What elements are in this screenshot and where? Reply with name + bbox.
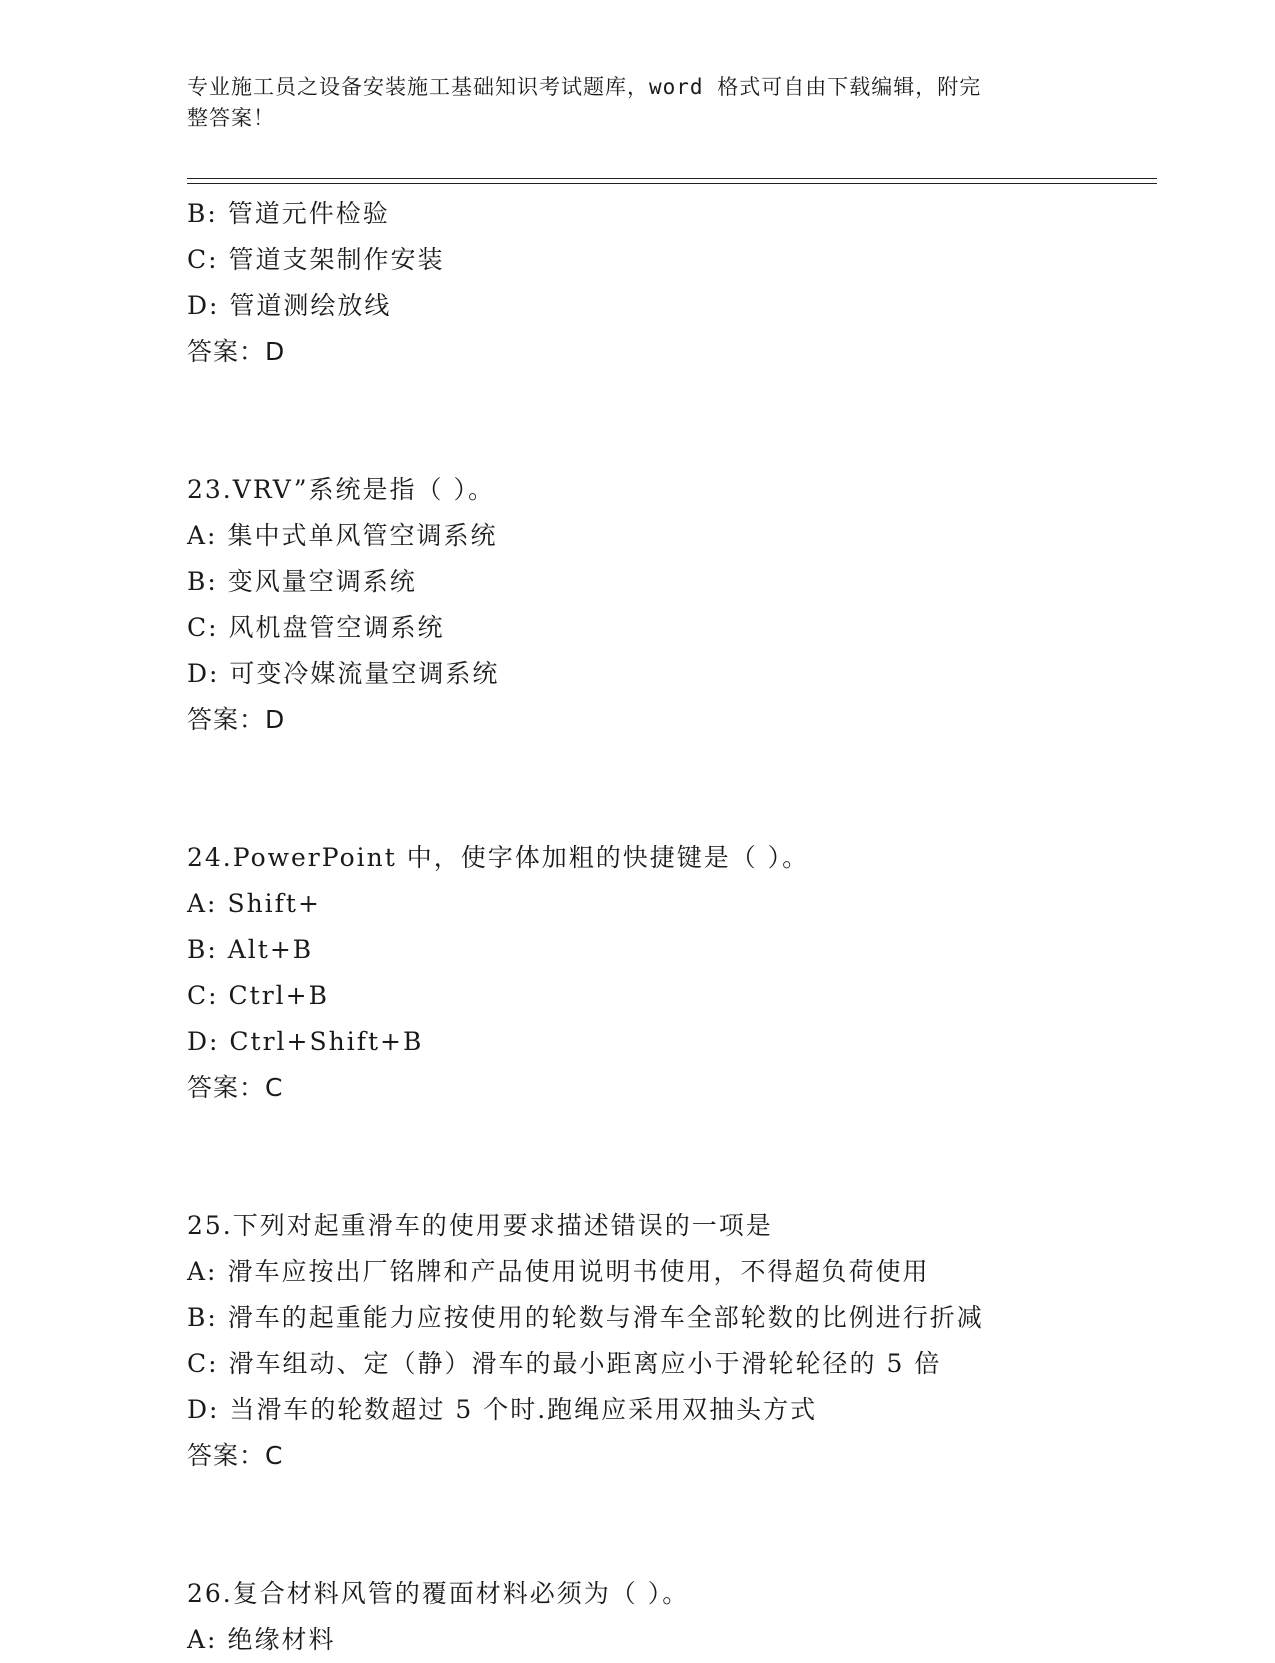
option-a: A: 滑车应按出厂铭牌和产品使用说明书使用，不得超负荷使用 <box>187 1257 930 1286</box>
option-a: A: Shift+ <box>187 889 321 918</box>
option-b: B: 滑车的起重能力应按使用的轮数与滑车全部轮数的比例进行折减 <box>187 1303 984 1332</box>
question-25 <box>187 1203 1157 1479</box>
option-a: A: 集中式单风管空调系统 <box>187 521 498 550</box>
header-line-1: 专业施工员之设备安装施工基础知识考试题库，word 格式可自由下载编辑，附完 <box>187 75 982 99</box>
answer-line: 答案：D <box>187 337 286 366</box>
option-c: C: Ctrl+B <box>187 981 329 1010</box>
question-stem: 25.下列对起重滑车的使用要求描述错误的一项是 <box>187 1211 773 1240</box>
option-d: D: 可变冷媒流量空调系统 <box>187 659 500 688</box>
header-divider-bottom <box>187 183 1157 184</box>
header-divider-top <box>187 178 1157 179</box>
question-23 <box>187 467 1157 743</box>
option-d: D: 当滑车的轮数超过 5 个时.跑绳应采用双抽头方式 <box>187 1395 818 1424</box>
question-24 <box>187 835 1157 1111</box>
option-c: C: 管道支架制作安装 <box>187 245 445 274</box>
page-header <box>187 72 1067 134</box>
answer-line: 答案：D <box>187 705 286 734</box>
question-stem: 23.VRV”系统是指（ ）。 <box>187 475 495 504</box>
question-22-continued <box>187 191 1157 375</box>
option-d: D: 管道测绘放线 <box>187 291 392 320</box>
option-c: C: 滑车组动、定（静）滑车的最小距离应小于滑轮轮径的 5 倍 <box>187 1349 942 1378</box>
answer-line: 答案：C <box>187 1441 284 1470</box>
option-b: B: 管道元件检验 <box>187 199 390 228</box>
question-26 <box>187 1571 1157 1663</box>
question-stem: 24.PowerPoint 中，使字体加粗的快捷键是（ ）。 <box>187 843 810 872</box>
question-list <box>187 191 1157 1663</box>
header-line-2: 整答案！ <box>187 106 275 130</box>
question-stem: 26.复合材料风管的覆面材料必须为（ ）。 <box>187 1579 690 1608</box>
option-c: C: 风机盘管空调系统 <box>187 613 445 642</box>
option-a: A: 绝缘材料 <box>187 1625 336 1654</box>
option-d: D: Ctrl+Shift+B <box>187 1027 424 1056</box>
answer-line: 答案：C <box>187 1073 284 1102</box>
option-b: B: 变风量空调系统 <box>187 567 417 596</box>
option-b: B: Alt+B <box>187 935 314 964</box>
